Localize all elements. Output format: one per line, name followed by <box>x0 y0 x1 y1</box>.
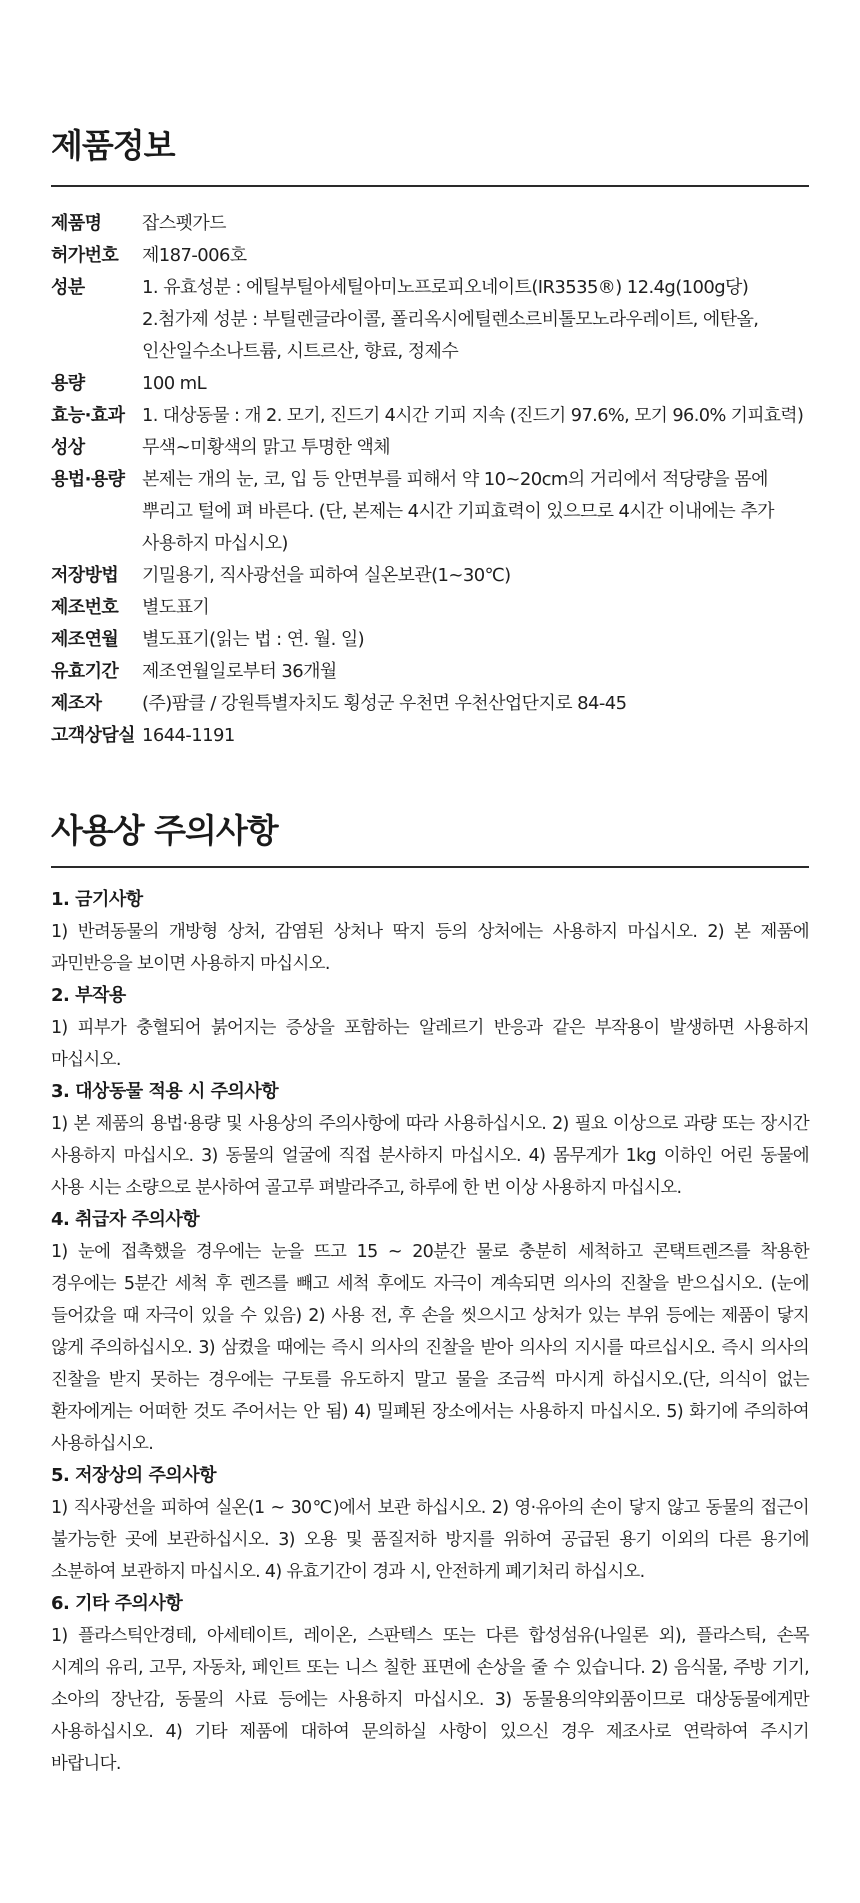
precaution-line: 환자에게는 어떠한 것도 주어서는 안 됨) 4) 밀폐된 장소에서는 사용하지 마십시오. 5) 화기에 주의하여 <box>51 1402 809 1422</box>
info-label: 제조자 <box>51 693 102 714</box>
info-value-line: 제조연월일로부터 36개월 <box>142 661 337 682</box>
info-value <box>142 240 809 272</box>
info-value-line: 1644-1191 <box>142 725 235 746</box>
info-value-line: 잡스펫가드 <box>142 213 226 234</box>
precaution-line: 사용 시는 소량으로 분사하여 골고루 펴발라주고, 하루에 한 번 이상 사용하지 마십시오. <box>51 1178 682 1198</box>
info-value-line: 별도표기 <box>142 597 210 618</box>
precautions-body <box>51 884 809 1780</box>
precaution-line: 1) 눈에 접촉했을 경우에는 눈을 뜨고 15 ~ 20분간 물로 충분히 세척하고 콘택트렌즈를 착용한 <box>51 1242 809 1262</box>
info-label: 용량 <box>51 373 85 394</box>
precaution-heading: 1. 금기사항 <box>51 889 143 910</box>
precaution-section <box>51 1204 809 1460</box>
product-info-title: 제품정보 <box>51 126 175 165</box>
precaution-line: 사용하지 마십시오. 3) 동물의 얼굴에 직접 분사하지 마십시오. 4) 몸무게가 1kg 이하인 어린 동물에 <box>51 1146 809 1166</box>
precaution-line: 과민반응을 보이면 사용하지 마십시오. <box>51 954 330 974</box>
info-row <box>51 272 809 368</box>
precautions-title: 사용상 주의사항 <box>51 811 278 850</box>
info-value <box>142 720 809 752</box>
info-value <box>142 272 809 368</box>
info-value-line: 별도표기(읽는 법 : 연. 월. 일) <box>142 629 365 650</box>
precaution-heading: 4. 취급자 주의사항 <box>51 1209 200 1230</box>
precaution-line: 바랍니다. <box>51 1754 121 1774</box>
precaution-line: 1) 플라스틱안경테, 아세테이트, 레이온, 스판텍스 또는 다른 합성섬유(나일론 외), 플라스틱, 손목 <box>51 1626 809 1646</box>
info-label: 효능·효과 <box>51 405 125 426</box>
info-value <box>142 400 809 432</box>
info-row <box>51 432 809 464</box>
precaution-section <box>51 1460 809 1588</box>
info-value-line: 기밀용기, 직사광선을 피하여 실온보관(1~30℃) <box>142 565 511 586</box>
info-value <box>142 432 809 464</box>
precaution-line: 들어갔을 때 자극이 있을 수 있음) 2) 사용 전, 후 손을 씻으시고 상처가 있는 부위 등에는 제품이 닿지 <box>51 1306 809 1326</box>
precaution-line: 경우에는 5분간 세척 후 렌즈를 빼고 세척 후에도 자극이 계속되면 의사의 진찰을 받으십시오. (눈에 <box>51 1274 809 1294</box>
precaution-line: 마십시오. <box>51 1050 121 1070</box>
info-value-line: 2.첨가제 성분 : 부틸렌글라이콜, 폴리옥시에틸렌소르비톨모노라우레이트, 에탄올, <box>142 309 759 330</box>
info-row <box>51 624 809 656</box>
precaution-heading: 2. 부작용 <box>51 985 126 1006</box>
info-value-line: 뿌리고 털에 펴 바른다. (단, 본제는 4시간 기피효력이 있으므로 4시간 이내에는 추가 <box>142 501 774 522</box>
info-label: 제품명 <box>51 213 102 234</box>
precaution-heading: 5. 저장상의 주의사항 <box>51 1465 216 1486</box>
info-label: 성상 <box>51 437 85 458</box>
info-value <box>142 208 809 240</box>
info-value <box>142 560 809 592</box>
info-value-line: 제187-006호 <box>142 245 247 266</box>
precaution-section <box>51 1588 809 1780</box>
precaution-line: 소분하여 보관하지 마십시오. 4) 유효기간이 경과 시, 안전하게 폐기처리 하십시오. <box>51 1562 645 1582</box>
info-row <box>51 464 809 560</box>
info-value-line: (주)팜클 / 강원특별자치도 횡성군 우천면 우천산업단지로 84-45 <box>142 693 627 714</box>
precaution-line: 진찰을 받지 못하는 경우에는 구토를 유도하지 말고 물을 조금씩 마시게 하십시오.(단, 의식이 없는 <box>51 1370 809 1390</box>
info-row <box>51 656 809 688</box>
info-label: 허가번호 <box>51 245 119 266</box>
precaution-line: 1) 피부가 충혈되어 붉어지는 증상을 포함하는 알레르기 반응과 같은 부작용이 발생하면 사용하지 <box>51 1018 809 1038</box>
info-label: 유효기간 <box>51 661 119 682</box>
info-row <box>51 368 809 400</box>
info-label: 제조연월 <box>51 629 119 650</box>
info-value <box>142 464 809 560</box>
precautions-divider <box>51 866 809 868</box>
info-value-line: 1. 대상동물 : 개 2. 모기, 진드기 4시간 기피 지속 (진드기 97.6%, 모기 96.0% 기피효력) <box>142 406 804 426</box>
info-row <box>51 592 809 624</box>
precaution-line: 않게 주의하십시오. 3) 삼켰을 때에는 즉시 의사의 진찰을 받아 의사의 지시를 따르십시오. 즉시 의사의 <box>51 1338 809 1358</box>
precaution-section <box>51 1076 809 1204</box>
info-label: 저장방법 <box>51 565 119 586</box>
info-row <box>51 208 809 240</box>
precaution-heading: 3. 대상동물 적용 시 주의사항 <box>51 1081 279 1102</box>
precaution-line: 1) 본 제품의 용법·용량 및 사용상의 주의사항에 따라 사용하십시오. 2) 필요 이상으로 과량 또는 장시간 <box>51 1114 809 1134</box>
info-value <box>142 656 809 688</box>
info-label: 제조번호 <box>51 597 119 618</box>
info-row <box>51 688 809 720</box>
product-info-table <box>51 208 809 752</box>
info-label: 용법·용량 <box>51 469 125 490</box>
precaution-heading: 6. 기타 주의사항 <box>51 1593 183 1614</box>
info-row <box>51 720 809 752</box>
precaution-line: 1) 직사광선을 피하여 실온(1 ~ 30℃)에서 보관 하십시오. 2) 영·유아의 손이 닿지 않고 동물의 접근이 <box>51 1498 809 1518</box>
info-value <box>142 368 809 400</box>
precaution-section <box>51 884 809 980</box>
precaution-line: 소아의 장난감, 동물의 사료 등에는 사용하지 마십시오. 3) 동물용의약외품이므로 대상동물에게만 <box>51 1690 809 1710</box>
info-value <box>142 592 809 624</box>
info-value-line: 본제는 개의 눈, 코, 입 등 안면부를 피해서 약 10~20cm의 거리에서 적당량을 몸에 <box>142 469 768 490</box>
product-info-divider <box>51 185 809 187</box>
info-row <box>51 240 809 272</box>
precaution-line: 불가능한 곳에 보관하십시오. 3) 오용 및 품질저하 방지를 위하여 공급된 용기 이외의 다른 용기에 <box>51 1530 809 1550</box>
info-value-line: 100 mL <box>142 373 207 394</box>
precaution-section <box>51 980 809 1076</box>
info-value-line: 사용하지 마십시오) <box>142 533 288 554</box>
info-value-line: 1. 유효성분 : 에틸부틸아세틸아미노프로피오네이트(IR3535®) 12.4g(100g당) <box>142 277 749 298</box>
info-value <box>142 624 809 656</box>
info-value-line: 인산일수소나트륨, 시트르산, 향료, 정제수 <box>142 341 459 362</box>
precaution-line: 시계의 유리, 고무, 자동차, 페인트 또는 니스 칠한 표면에 손상을 줄 수 있습니다. 2) 음식물, 주방 기기, <box>51 1658 809 1678</box>
info-row <box>51 400 809 432</box>
precaution-line: 1) 반려동물의 개방형 상처, 감염된 상처나 딱지 등의 상처에는 사용하지 마십시오. 2) 본 제품에 <box>51 922 809 942</box>
info-label: 성분 <box>51 277 85 298</box>
info-row <box>51 560 809 592</box>
precaution-line: 사용하십시오. <box>51 1434 154 1454</box>
info-label: 고객상담실 <box>51 725 135 746</box>
info-value <box>142 688 809 720</box>
info-value-line: 무색~미황색의 맑고 투명한 액체 <box>142 437 391 458</box>
precaution-line: 사용하십시오. 4) 기타 제품에 대하여 문의하실 사항이 있으신 경우 제조사로 연락하여 주시기 <box>51 1722 809 1742</box>
